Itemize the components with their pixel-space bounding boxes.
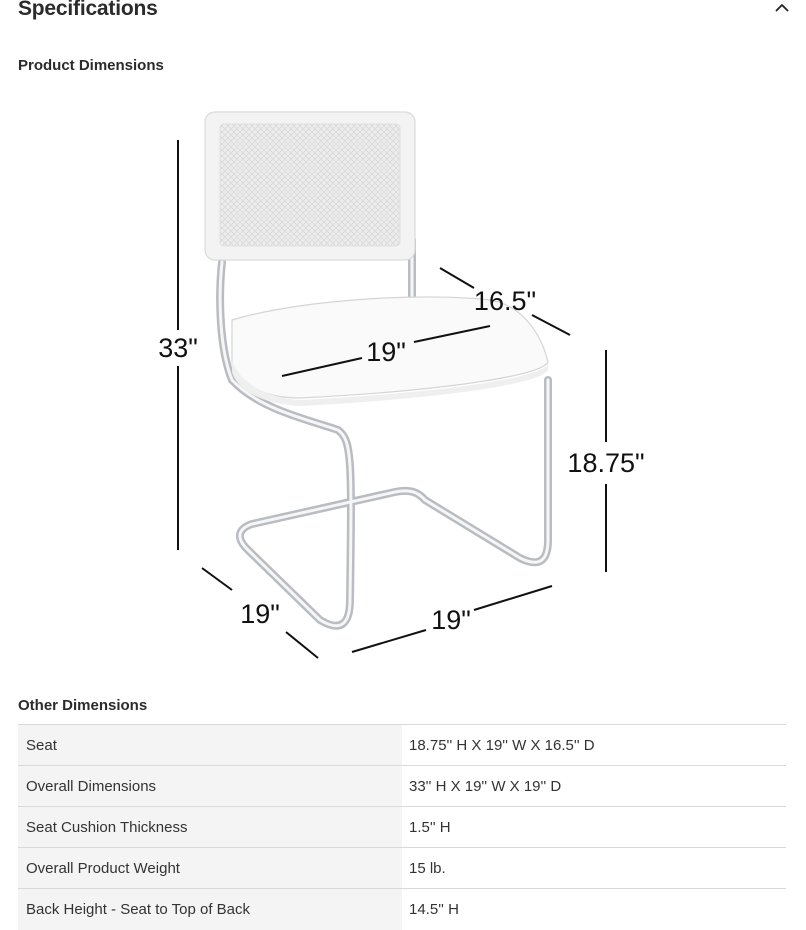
overall-height-label: 33" xyxy=(158,333,198,363)
table-row xyxy=(18,725,786,766)
row-value: 14.5'' H xyxy=(402,889,786,930)
row-label: Seat Cushion Thickness xyxy=(18,807,402,848)
section-title: Specifications xyxy=(18,0,158,20)
table-row xyxy=(18,807,786,848)
base-width-label: 19" xyxy=(431,605,471,635)
specifications-header[interactable] xyxy=(0,0,806,32)
row-value: 1.5'' H xyxy=(402,807,786,848)
table-row xyxy=(18,848,786,889)
table-row xyxy=(18,766,786,807)
row-label: Overall Dimensions xyxy=(18,766,402,807)
base-depth-label: 19" xyxy=(240,599,280,629)
other-dimensions-heading: Other Dimensions xyxy=(18,697,148,714)
row-label: Seat xyxy=(18,725,402,766)
chair-illustration xyxy=(0,90,806,670)
chevron-up-icon xyxy=(775,3,789,12)
dimension-diagram xyxy=(0,90,806,670)
seat-height-label: 18.75" xyxy=(567,448,645,478)
cane-backrest xyxy=(205,112,415,260)
seat-width-label: 19" xyxy=(366,337,406,367)
row-value: 18.75'' H X 19'' W X 16.5'' D xyxy=(402,725,786,766)
row-label: Overall Product Weight xyxy=(18,848,402,889)
row-label: Back Height - Seat to Top of Back xyxy=(18,889,402,930)
table-row xyxy=(18,889,786,930)
collapse-toggle-button[interactable] xyxy=(766,0,798,20)
row-value: 15 lb. xyxy=(402,848,786,889)
seat-depth-label: 16.5" xyxy=(473,286,537,316)
other-dimensions-table xyxy=(18,724,786,930)
row-value: 33'' H X 19'' W X 19'' D xyxy=(402,766,786,807)
product-dimensions-heading: Product Dimensions xyxy=(18,57,164,74)
